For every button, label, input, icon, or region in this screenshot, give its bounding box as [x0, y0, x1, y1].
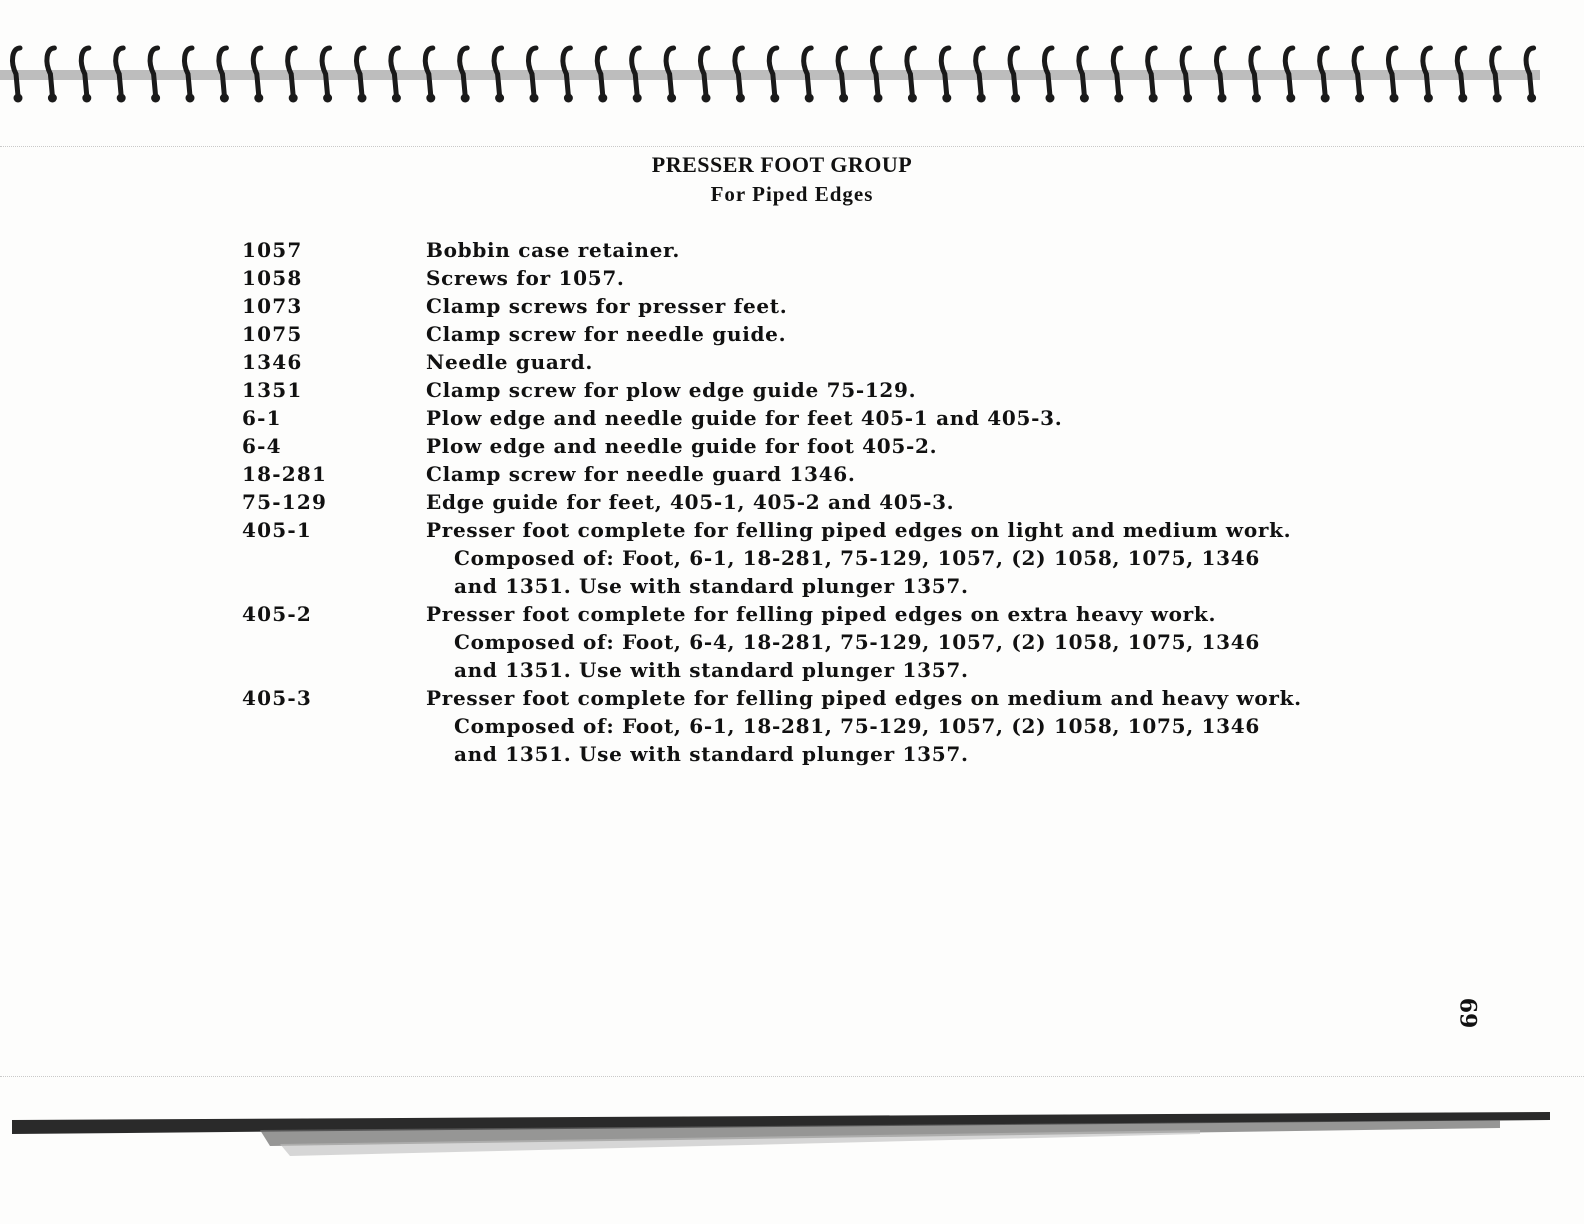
binding-hole: [770, 94, 779, 103]
binding-hole: [1286, 94, 1295, 103]
description-line: Clamp screw for needle guard 1346.: [426, 462, 856, 486]
part-row: [242, 600, 1362, 684]
binding-hole: [220, 94, 229, 103]
part-row: [242, 404, 1362, 432]
binding-hole: [1218, 94, 1227, 103]
binding-hole: [1080, 94, 1089, 103]
description-line: Clamp screws for presser feet.: [426, 294, 788, 318]
binding-hole: [1458, 94, 1467, 103]
binding-hole: [254, 94, 263, 103]
binding-hole: [736, 94, 745, 103]
description-line: Clamp screw for needle guide.: [426, 322, 787, 346]
description-line: Presser foot complete for felling piped edges on light and medium work.: [426, 518, 1292, 542]
part-description: [426, 348, 1362, 376]
binding-hole: [358, 94, 367, 103]
binding-hole: [1424, 94, 1433, 103]
part-row: [242, 488, 1362, 516]
composition-line: and 1351. Use with standard plunger 1357.: [454, 658, 969, 682]
part-description: [426, 432, 1362, 460]
composition-line: and 1351. Use with standard plunger 1357.: [454, 574, 969, 598]
part-description: [426, 684, 1362, 768]
binding-hole: [667, 94, 676, 103]
binding-hole: [151, 94, 160, 103]
part-row: [242, 292, 1362, 320]
binding-hole: [1046, 94, 1055, 103]
part-number: 1075: [242, 322, 303, 346]
binding-hole: [839, 94, 848, 103]
binding-hole: [1493, 94, 1502, 103]
binding-hole: [426, 94, 435, 103]
part-description: [426, 292, 1362, 320]
part-description: [426, 516, 1362, 600]
part-number: 1351: [242, 378, 303, 402]
part-number: 1073: [242, 294, 303, 318]
description-line: Edge guide for feet, 405-1, 405-2 and 405-3.: [426, 490, 955, 514]
binding-hole: [942, 94, 951, 103]
binding-hole: [874, 94, 883, 103]
part-row: [242, 516, 1362, 600]
binding-hole: [1114, 94, 1123, 103]
part-number: 405-2: [242, 602, 312, 626]
part-description: [426, 600, 1362, 684]
description-line: Presser foot complete for felling piped edges on medium and heavy work.: [426, 686, 1302, 710]
binding-hole: [1183, 94, 1192, 103]
part-number: 405-1: [242, 518, 312, 542]
description-line: Screws for 1057.: [426, 266, 625, 290]
page-title: PRESSER FOOT GROUP: [651, 152, 913, 177]
spiral-binding: [0, 18, 1560, 128]
page-subtitle: For Piped Edges: [710, 182, 874, 206]
part-number: 1057: [242, 238, 303, 262]
part-number: 1058: [242, 266, 303, 290]
binding-hole: [977, 94, 986, 103]
part-number: 75-129: [242, 490, 328, 514]
part-description: [426, 376, 1362, 404]
binding-hole: [289, 94, 298, 103]
part-row: [242, 236, 1362, 264]
binding-hole: [1011, 94, 1020, 103]
part-row: [242, 432, 1362, 460]
binding-hole: [1527, 94, 1536, 103]
description-line: Needle guard.: [426, 350, 594, 374]
part-number: 405-3: [242, 686, 312, 710]
page-bottom-edge: [0, 1100, 1584, 1170]
part-description: [426, 320, 1362, 348]
composition-line: Composed of: Foot, 6-1, 18-281, 75-129, 1057, (2) 1058, 1075, 1346: [454, 714, 1261, 738]
binding-hole: [1355, 94, 1364, 103]
binding-hole: [14, 94, 23, 103]
composition-line: Composed of: Foot, 6-4, 18-281, 75-129, 1057, (2) 1058, 1075, 1346: [454, 630, 1261, 654]
composition-line: and 1351. Use with standard plunger 1357.: [454, 742, 969, 766]
part-row: [242, 320, 1362, 348]
binding-hole: [1149, 94, 1158, 103]
binding-hole: [1321, 94, 1330, 103]
part-description: [426, 236, 1362, 264]
part-number: 6-1: [242, 406, 282, 430]
part-row: [242, 376, 1362, 404]
part-description: [426, 460, 1362, 488]
description-line: Plow edge and needle guide for feet 405-1 and 405-3.: [426, 406, 1063, 430]
binding-hole: [1252, 94, 1261, 103]
binding-hole: [82, 94, 91, 103]
part-description: [426, 264, 1362, 292]
binding-hole: [564, 94, 573, 103]
binding-hole: [392, 94, 401, 103]
description-line: Presser foot complete for felling piped edges on extra heavy work.: [426, 602, 1217, 626]
heading: [0, 152, 1584, 207]
part-number: 6-4: [242, 434, 282, 458]
part-description: [426, 404, 1362, 432]
binding-hole: [323, 94, 332, 103]
part-row: [242, 684, 1362, 768]
binding-hole: [908, 94, 917, 103]
part-number: 1346: [242, 350, 303, 374]
binding-hole: [702, 94, 711, 103]
page-number: 69: [1454, 997, 1481, 1029]
description-line: Plow edge and needle guide for foot 405-2.: [426, 434, 938, 458]
description-line: Bobbin case retainer.: [426, 238, 681, 262]
binding-hole: [530, 94, 539, 103]
parts-list: [242, 236, 1362, 768]
binding-hole: [461, 94, 470, 103]
part-number: 18-281: [242, 462, 328, 486]
binding-hole: [186, 94, 195, 103]
binding-hole: [1390, 94, 1399, 103]
binding-hole: [805, 94, 814, 103]
part-row: [242, 348, 1362, 376]
binding-hole: [48, 94, 57, 103]
part-row: [242, 460, 1362, 488]
binding-hole: [598, 94, 607, 103]
binding-hole: [633, 94, 642, 103]
description-line: Clamp screw for plow edge guide 75-129.: [426, 378, 917, 402]
composition-line: Composed of: Foot, 6-1, 18-281, 75-129, 1057, (2) 1058, 1075, 1346: [454, 546, 1261, 570]
binding-hole: [495, 94, 504, 103]
part-row: [242, 264, 1362, 292]
binding-hole: [117, 94, 126, 103]
part-description: [426, 488, 1362, 516]
